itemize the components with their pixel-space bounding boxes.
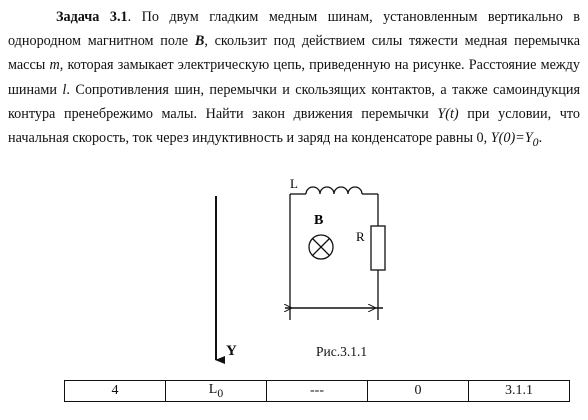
label-R: R	[356, 229, 365, 244]
label-L: L	[290, 176, 298, 191]
y-axis-label: Y	[226, 343, 237, 359]
magnetic-field-symbol	[309, 235, 333, 259]
answer-table	[64, 380, 570, 402]
answer-cell-3: ---	[267, 381, 368, 402]
label-B: B	[314, 213, 324, 228]
answer-cell-2: $L_0$	[166, 381, 267, 402]
answer-cell-1: 4	[65, 381, 166, 402]
problem-text: Задача 3.1. По двум гладким медным шинам, установленным вертикально в однородном магнитном поле B, скользит под действием силы тяжести медная перемычка массы m, которая замыкает электрическую цепь, приведенную на рисунке. Расстояние между шинами l. Сопротивления шин, перемычки и скользящих контактов, а также самоиндукция контура пренебрежимо малы. Найти закон движения перемычки Y(t) при условии, что начальная скорость, ток через индуктивность и заряд на конденсаторе равны 0, $Y(0)=Y_0$.	[8, 9, 580, 149]
answer-cell-4: 0	[368, 381, 469, 402]
inductor-coil	[290, 187, 378, 194]
problem-title: Задача 3.1	[56, 9, 128, 25]
figure-caption: Рис.3.1.1	[316, 344, 368, 359]
resistor	[371, 226, 385, 270]
table-row	[65, 381, 570, 402]
answer-cell-5: 3.1.1	[469, 381, 570, 402]
